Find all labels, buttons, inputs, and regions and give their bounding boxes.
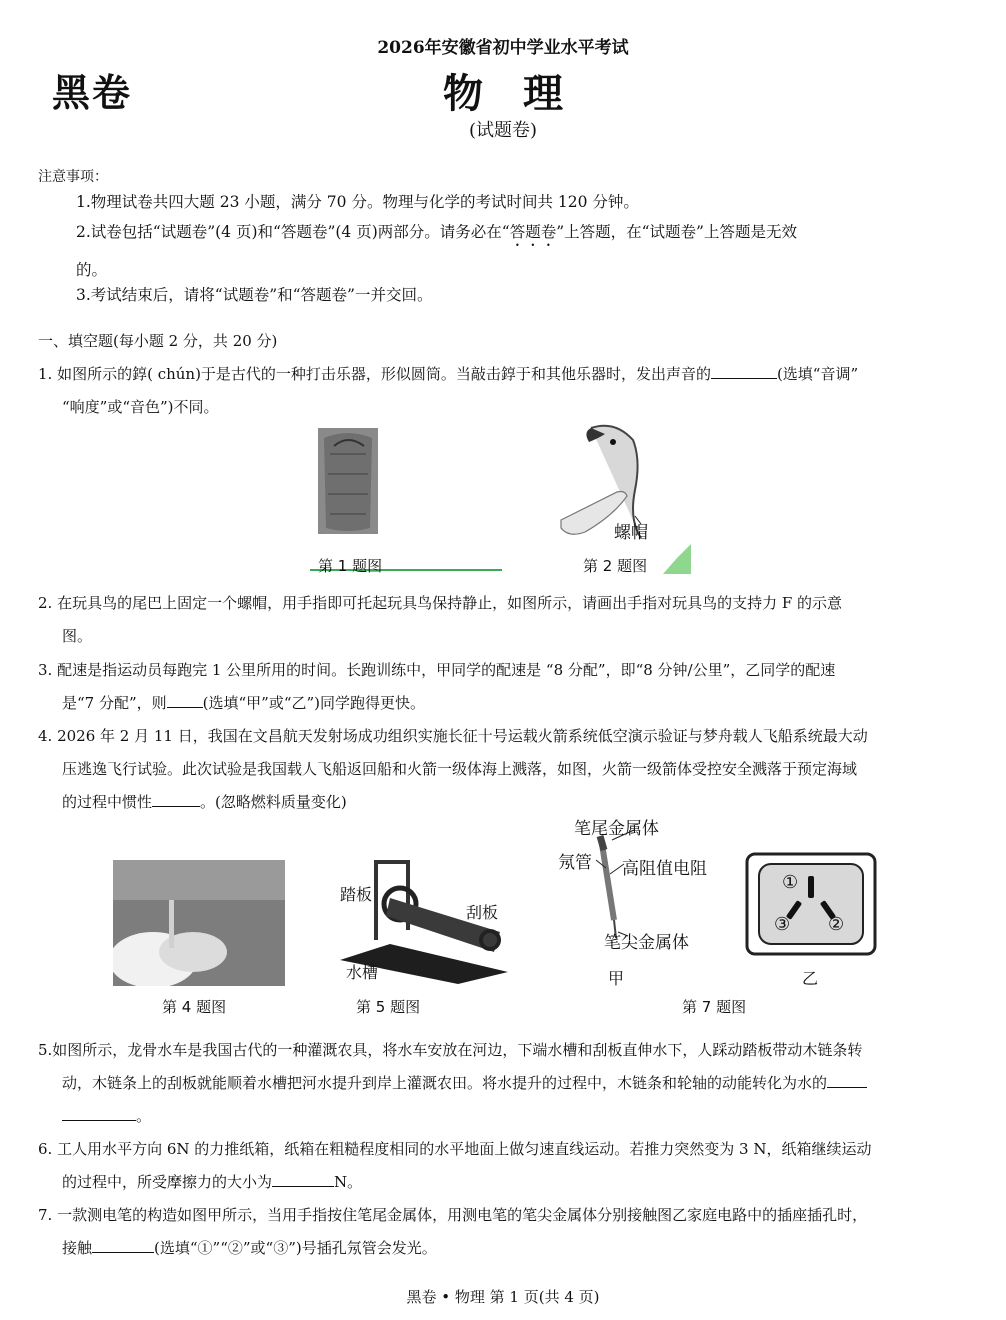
q4-text: 4. 2026 年 2 月 11 日，我国在文昌航天发射场成功组织实施长征十号运载火箭系统低空演示验证与梦舟载人飞船系统最大动	[38, 727, 868, 745]
q6-text-c: N。	[334, 1173, 363, 1191]
bird-eye	[610, 439, 616, 445]
note-2-cont: 的。	[76, 261, 108, 279]
section-title: 一、填空题(每小题 2 分，共 20 分)	[38, 332, 278, 350]
q1-blank[interactable]	[711, 360, 777, 379]
fig1-caption: 第 1 题图	[318, 557, 383, 575]
fig2-caption: 第 2 题图	[583, 557, 648, 575]
fig5-label-pedal: 踏板	[340, 885, 373, 904]
q2-text: 2. 在玩具鸟的尾巴上固定一个螺帽，用手指即可托起玩具鸟保持静止，如图所示，请画出手指对玩具鸟的支持力 F 的示意	[38, 594, 843, 612]
q1-text-c: “响度”或“音色”)不同。	[62, 398, 219, 416]
fig5-caption: 第 5 题图	[356, 998, 421, 1016]
fig2-corner-triangle	[663, 544, 691, 574]
note-3: 3.考试结束后，请将“试题卷”和“答题卷”一并交回。	[76, 286, 433, 304]
fig7-caption: 第 7 题图	[682, 998, 747, 1016]
q1-text-b: (选填“音调”	[776, 365, 859, 383]
q7-text: 7. 一款测电笔的构造如图甲所示，当用手指按住笔尾金属体，用测电笔的笔尖金属体分别接触图乙家庭电路中的插座插孔时，	[38, 1206, 868, 1224]
figure-4-rocket-splashdown	[113, 860, 285, 986]
q3-blank[interactable]	[167, 689, 203, 708]
q4-text-b: 压逃逸飞行试验。此次试验是我国载人飞船返回船和火箭一级体海上溅落，如图，火箭一级箭体受控安全溅落于预定海域	[62, 760, 858, 778]
fig5-label-trough: 水槽	[346, 963, 379, 982]
pen-body	[602, 844, 614, 920]
note-2-part-b: ”上答题，在“试题卷”上答题是无效	[556, 223, 797, 241]
fig7-label-tip: 笔尖金属体	[604, 933, 689, 953]
paper-subtitle: (试题卷)	[468, 120, 538, 141]
fig5-label-scraper: 刮板	[466, 903, 499, 922]
rocket-stage	[169, 900, 174, 948]
question-3	[38, 654, 960, 720]
page-footer: 黑卷 • 物理 第 1 页(共 4 页)	[406, 1288, 600, 1306]
question-2	[38, 587, 960, 653]
chunyu-shadow	[324, 433, 372, 531]
fig7-label-resistor: 高阻值电阻	[622, 859, 707, 879]
fig7-label-yi: 乙	[802, 969, 819, 988]
socket-hole-1	[808, 876, 814, 898]
q7-text-c: (选填“①”“②”或“③”)号插孔氖管会发光。	[154, 1239, 437, 1257]
sky-band	[113, 860, 285, 900]
q2-text-b: 图。	[62, 627, 93, 645]
notes-heading: 注意事项：	[38, 169, 108, 185]
note-1: 1.物理试卷共四大题 23 小题，满分 70 分。物理与化学的考试时间共 120 分钟。	[76, 193, 639, 211]
q4-text-c: 的过程中惯性	[62, 793, 153, 811]
frame-bar	[374, 860, 410, 864]
q3-text-c: (选填“甲”或“乙”)同学跑得更快。	[202, 694, 426, 712]
q3-text-b: 是“7 分配”，则	[62, 694, 167, 712]
q7-blank[interactable]	[92, 1234, 154, 1253]
question-4	[38, 720, 960, 819]
question-5	[38, 1034, 966, 1133]
q6-text-b: 的过程中，所受摩擦力的大小为	[62, 1173, 273, 1191]
q6-blank[interactable]	[272, 1168, 334, 1187]
socket-label-1: ①	[782, 872, 799, 893]
q4-text-d: 。(忽略燃料质量变化)	[200, 793, 347, 811]
frame-post-left	[374, 860, 378, 940]
q5-blank[interactable]	[827, 1069, 867, 1088]
socket-label-2: ②	[828, 914, 845, 935]
q5-text-c: 。	[136, 1107, 152, 1125]
brand-label: 黑卷	[52, 71, 133, 115]
question-7	[38, 1199, 960, 1265]
question-1	[38, 358, 960, 424]
q4-blank[interactable]	[152, 788, 200, 807]
q5-text: 5.如图所示，龙骨水车是我国古代的一种灌溉农具，将水车安放在河边，下端水槽和刮板直伸水下，人踩动踏板带动木链条转	[38, 1041, 863, 1059]
socket-label-3: ③	[774, 914, 791, 935]
note-2-emphasis: 答题卷	[509, 223, 557, 241]
fig7-label-jia: 甲	[608, 969, 625, 988]
fig4-caption: 第 4 题图	[162, 998, 227, 1016]
fig2-label-nut: 螺帽	[614, 523, 648, 543]
exam-title: 2026年安徽省初中学业水平考试	[377, 38, 629, 58]
q5-text-b: 动，木链条上的刮板就能顺着水槽把河水提升到岸上灌溉农田。将水提升的过程中，木链条和轮轴的动能转化为水的	[62, 1074, 828, 1092]
q3-text: 3. 配速是指运动员每跑完 1 公里所用的时间。长跑训练中，甲同学的配速是 “8 分配”，即“8 分钟/公里”，乙同学的配速	[38, 661, 836, 679]
subject-title: 物理	[443, 71, 603, 117]
figure-7-socket	[745, 852, 877, 958]
q5-blank-cont[interactable]	[62, 1102, 136, 1121]
q6-text: 6. 工人用水平方向 6N 的力推纸箱，纸箱在粗糙程度相同的水平地面上做匀速直线运动。若推力突然变为 3 N，纸箱继续运动	[38, 1140, 872, 1158]
q1-text: 1. 如图所示的錞( chún)于是古代的一种打击乐器，形似圆筒。当敲击錞于和其他乐器时，发出声音的	[38, 365, 711, 383]
fig7-label-tail: 笔尾金属体	[574, 819, 659, 839]
q7-text-b: 接触	[62, 1239, 93, 1257]
note-2-part-a: 2.试卷包括“试题卷”(4 页)和“答题卷”(4 页)两部分。请务必在“	[76, 223, 510, 241]
fig7-label-neon: 氖管	[558, 853, 592, 873]
question-6	[38, 1133, 960, 1199]
note-2	[76, 220, 966, 250]
